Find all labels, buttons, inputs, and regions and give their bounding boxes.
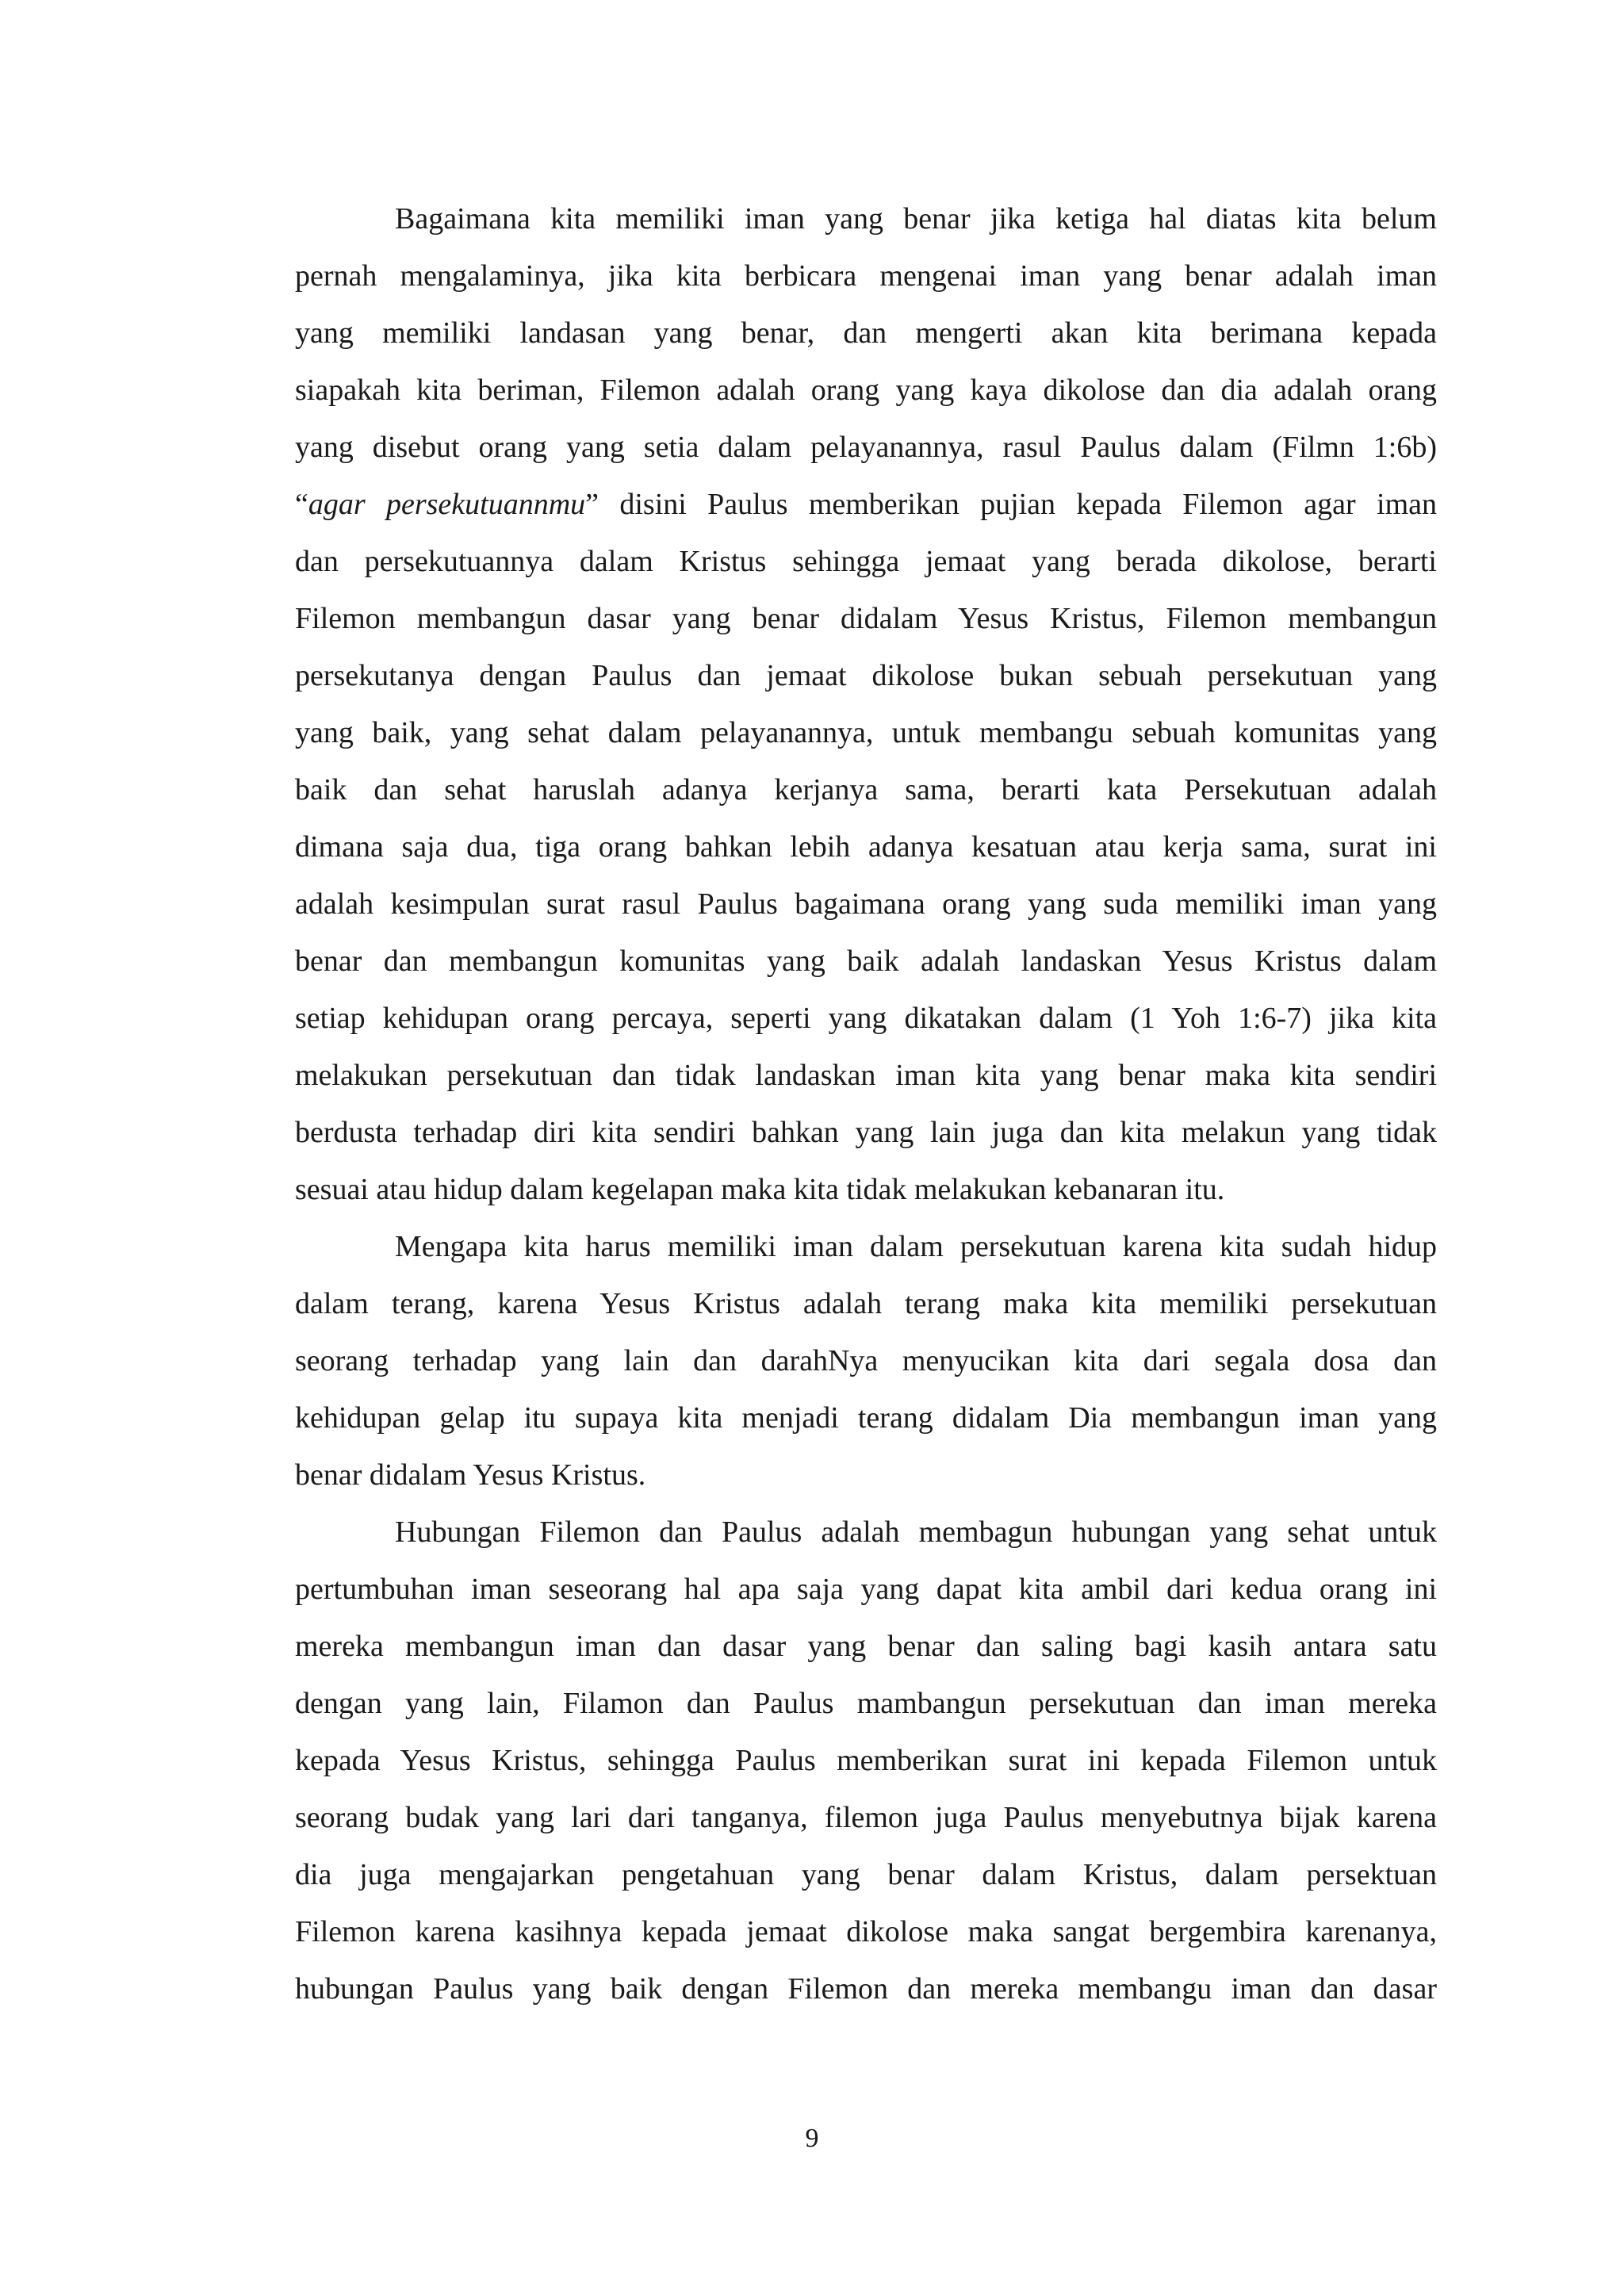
text-line: hubungan Paulus yang baik dengan Filemon dan mereka membangu iman dan dasar xyxy=(295,1972,1437,2006)
text-line: seorang terhadap yang lain dan darahNya menyucikan kita dari segala dosa dan xyxy=(295,1344,1437,1377)
text-line: yang memiliki landasan yang benar, dan mengerti akan kita berimana kepada xyxy=(295,316,1437,350)
quote-line-rest: ” disini Paulus memberikan pujian kepada Filemon agar iman xyxy=(585,488,1437,521)
text-line: benar dan membangun komunitas yang baik adalah landaskan Yesus Kristus dalam xyxy=(295,944,1437,978)
text-line: Filemon karena kasihnya kepada jemaat dikolose maka sangat bergembira karenanya, xyxy=(295,1915,1437,1948)
text-line: yang baik, yang sehat dalam pelayanannya, untuk membangu sebuah komunitas yang xyxy=(295,716,1437,749)
text-line: setiap kehidupan orang percaya, seperti yang dikatakan dalam (1 Yoh 1:6-7) jika kita xyxy=(295,1002,1437,1035)
paragraph-2 xyxy=(295,1218,1437,1504)
text-line: dalam terang, karena Yesus Kristus adalah terang maka kita memiliki persekutuan xyxy=(295,1287,1437,1320)
text-line: melakukan persekutuan dan tidak landaskan iman kita yang benar maka kita sendiri xyxy=(295,1059,1437,1092)
text-line: pertumbuhan iman seseorang hal apa saja yang dapat kita ambil dari kedua orang ini xyxy=(295,1573,1437,1606)
text-line: Filemon membangun dasar yang benar didalam Yesus Kristus, Filemon membangun xyxy=(295,602,1437,635)
text-line: Mengapa kita harus memiliki iman dalam persekutuan karena kita sudah hidup xyxy=(395,1230,1437,1263)
paragraph-3 xyxy=(295,1504,1437,2017)
text-line: sesuai atau hidup dalam kegelapan maka kita tidak melakukan kebanaran itu. xyxy=(295,1173,1225,1206)
paragraph-1 xyxy=(295,190,1437,1218)
text-line: persekutanya dengan Paulus dan jemaat dikolose bukan sebuah persekutuan yang xyxy=(295,659,1437,692)
italic-quote: agar persekutuannmu xyxy=(308,488,586,521)
text-line: pernah mengalaminya, jika kita berbicara mengenai iman yang benar adalah iman xyxy=(295,259,1437,293)
text-line: dengan yang lain, Filamon dan Paulus mambangun persekutuan dan iman mereka xyxy=(295,1687,1437,1720)
text-line: yang disebut orang yang setia dalam pelayanannya, rasul Paulus dalam (Filmn 1:6b) xyxy=(295,431,1437,464)
open-quote: “ xyxy=(295,488,308,521)
text-line: benar didalam Yesus Kristus. xyxy=(295,1458,646,1492)
text-line: Hubungan Filemon dan Paulus adalah membagun hubungan yang sehat untuk xyxy=(395,1515,1437,1549)
text-line: adalah kesimpulan surat rasul Paulus bagaimana orang yang suda memiliki iman yang xyxy=(295,887,1437,921)
text-line: seorang budak yang lari dari tanganya, filemon juga Paulus menyebutnya bijak karena xyxy=(295,1801,1437,1834)
body-text xyxy=(295,190,1437,2017)
text-line: dimana saja dua, tiga orang bahkan lebih adanya kesatuan atau kerja sama, surat ini xyxy=(295,830,1437,864)
text-line: kehidupan gelap itu supaya kita menjadi terang didalam Dia membangun iman yang xyxy=(295,1401,1437,1435)
text-line: berdusta terhadap diri kita sendiri bahkan yang lain juga dan kita melakun yang tidak xyxy=(295,1116,1437,1149)
text-line: baik dan sehat haruslah adanya kerjanya sama, berarti kata Persekutuan adalah xyxy=(295,773,1437,807)
text-line: mereka membangun iman dan dasar yang benar dan saling bagi kasih antara satu xyxy=(295,1630,1437,1663)
text-line: dan persekutuannya dalam Kristus sehingga jemaat yang berada dikolose, berarti xyxy=(295,545,1437,578)
text-line: dia juga mengajarkan pengetahuan yang benar dalam Kristus, dalam persektuan xyxy=(295,1858,1437,1891)
text-line: Bagaimana kita memiliki iman yang benar jika ketiga hal diatas kita belum xyxy=(395,202,1437,236)
page-number: 9 xyxy=(805,2124,819,2153)
text-line-quote xyxy=(295,476,1437,533)
text-line: kepada Yesus Kristus, sehingga Paulus memberikan surat ini kepada Filemon untuk xyxy=(295,1744,1437,1777)
text-line: siapakah kita beriman, Filemon adalah orang yang kaya dikolose dan dia adalah orang xyxy=(295,374,1437,407)
